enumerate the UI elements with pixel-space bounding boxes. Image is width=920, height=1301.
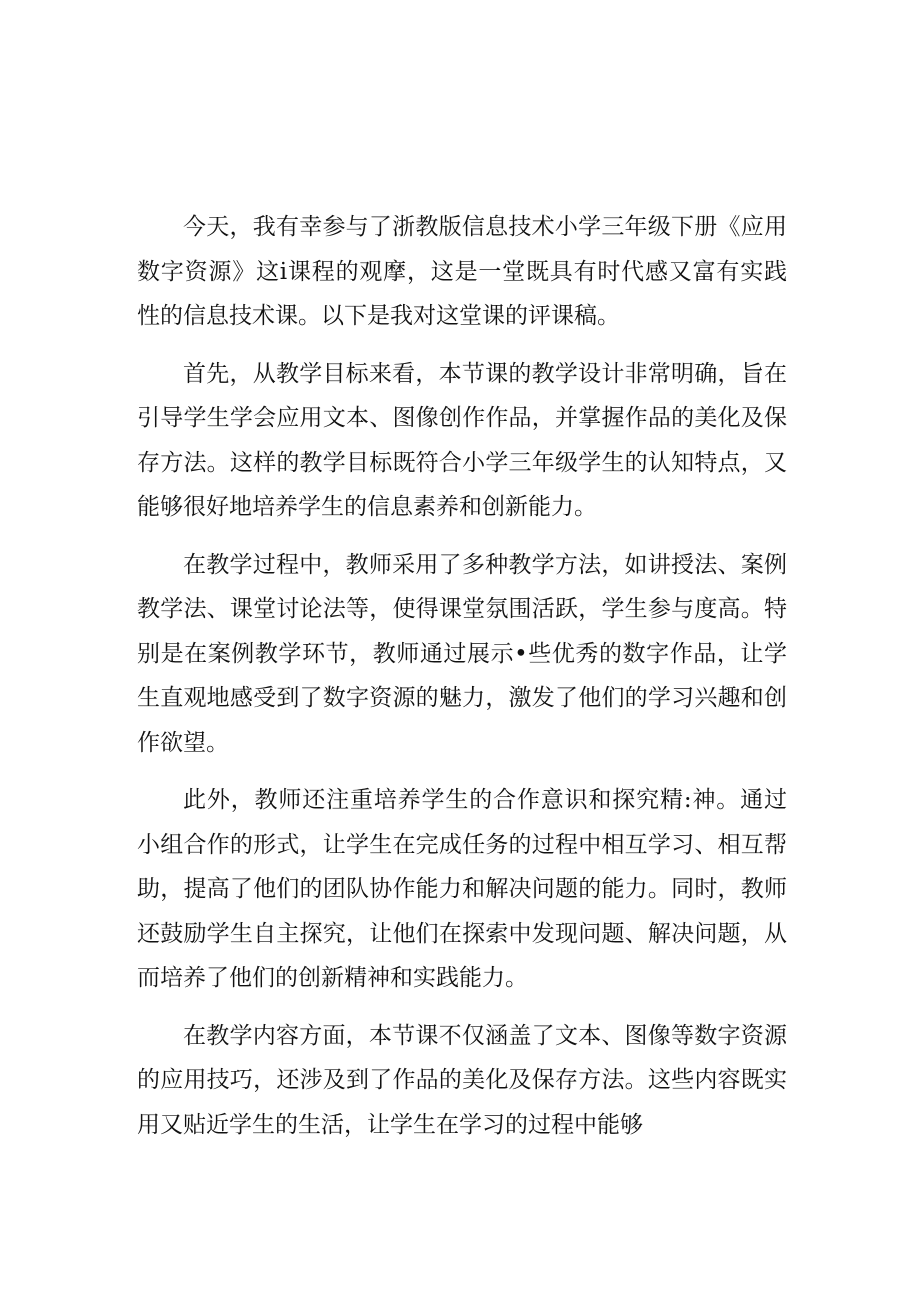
paragraph-teaching-content: 在教学内容方面，本节课不仅涵盖了文本、图像等数字资源的应用技巧，还涉及到了作品的美化及保存方法。这些内容既实用又贴近学生的生活，让学生在学习的过程中能够 <box>137 1022 787 1138</box>
paragraph-teaching-process: 在教学过程中，教师采用了多种教学方法，如讲授法、案例教学法、课堂讨论法等，使得课堂氛围活跃，学生参与度高。特别是在案例教学环节，教师通过展示•些优秀的数字作品，让学生直观地感受到了数字资源的魅力，激发了他们的学习兴趣和创作欲望。 <box>137 551 787 756</box>
paragraph-teaching-goals: 首先，从教学目标来看，本节课的教学设计非常明确，旨在引导学生学会应用文本、图像创作作品，并掌握作品的美化及保存方法。这样的教学目标既符合小学三年级学生的认知特点，又能够很好地培养学生的信息素养和创新能力。 <box>137 360 787 520</box>
paragraph-intro: 今天，我有幸参与了浙教版信息技术小学三年级下册《应用数字资源》这i课程的观摩，这是一堂既具有时代感又富有实践性的信息技术课。以下是我对这堂课的评课稿。 <box>137 214 787 329</box>
paragraph-cooperation: 此外，教师还注重培养学生的合作意识和探究精:神。通过小组合作的形式，让学生在完成任务的过程中相互学习、相互帮助，提高了他们的团队协作能力和解决问题的能力。同时，教师还鼓励学生自主探究，让他们在探索中发现问题、解决问题，从而培养了他们的创新精神和实践能力。 <box>137 787 787 991</box>
document-body <box>137 205 787 1160</box>
